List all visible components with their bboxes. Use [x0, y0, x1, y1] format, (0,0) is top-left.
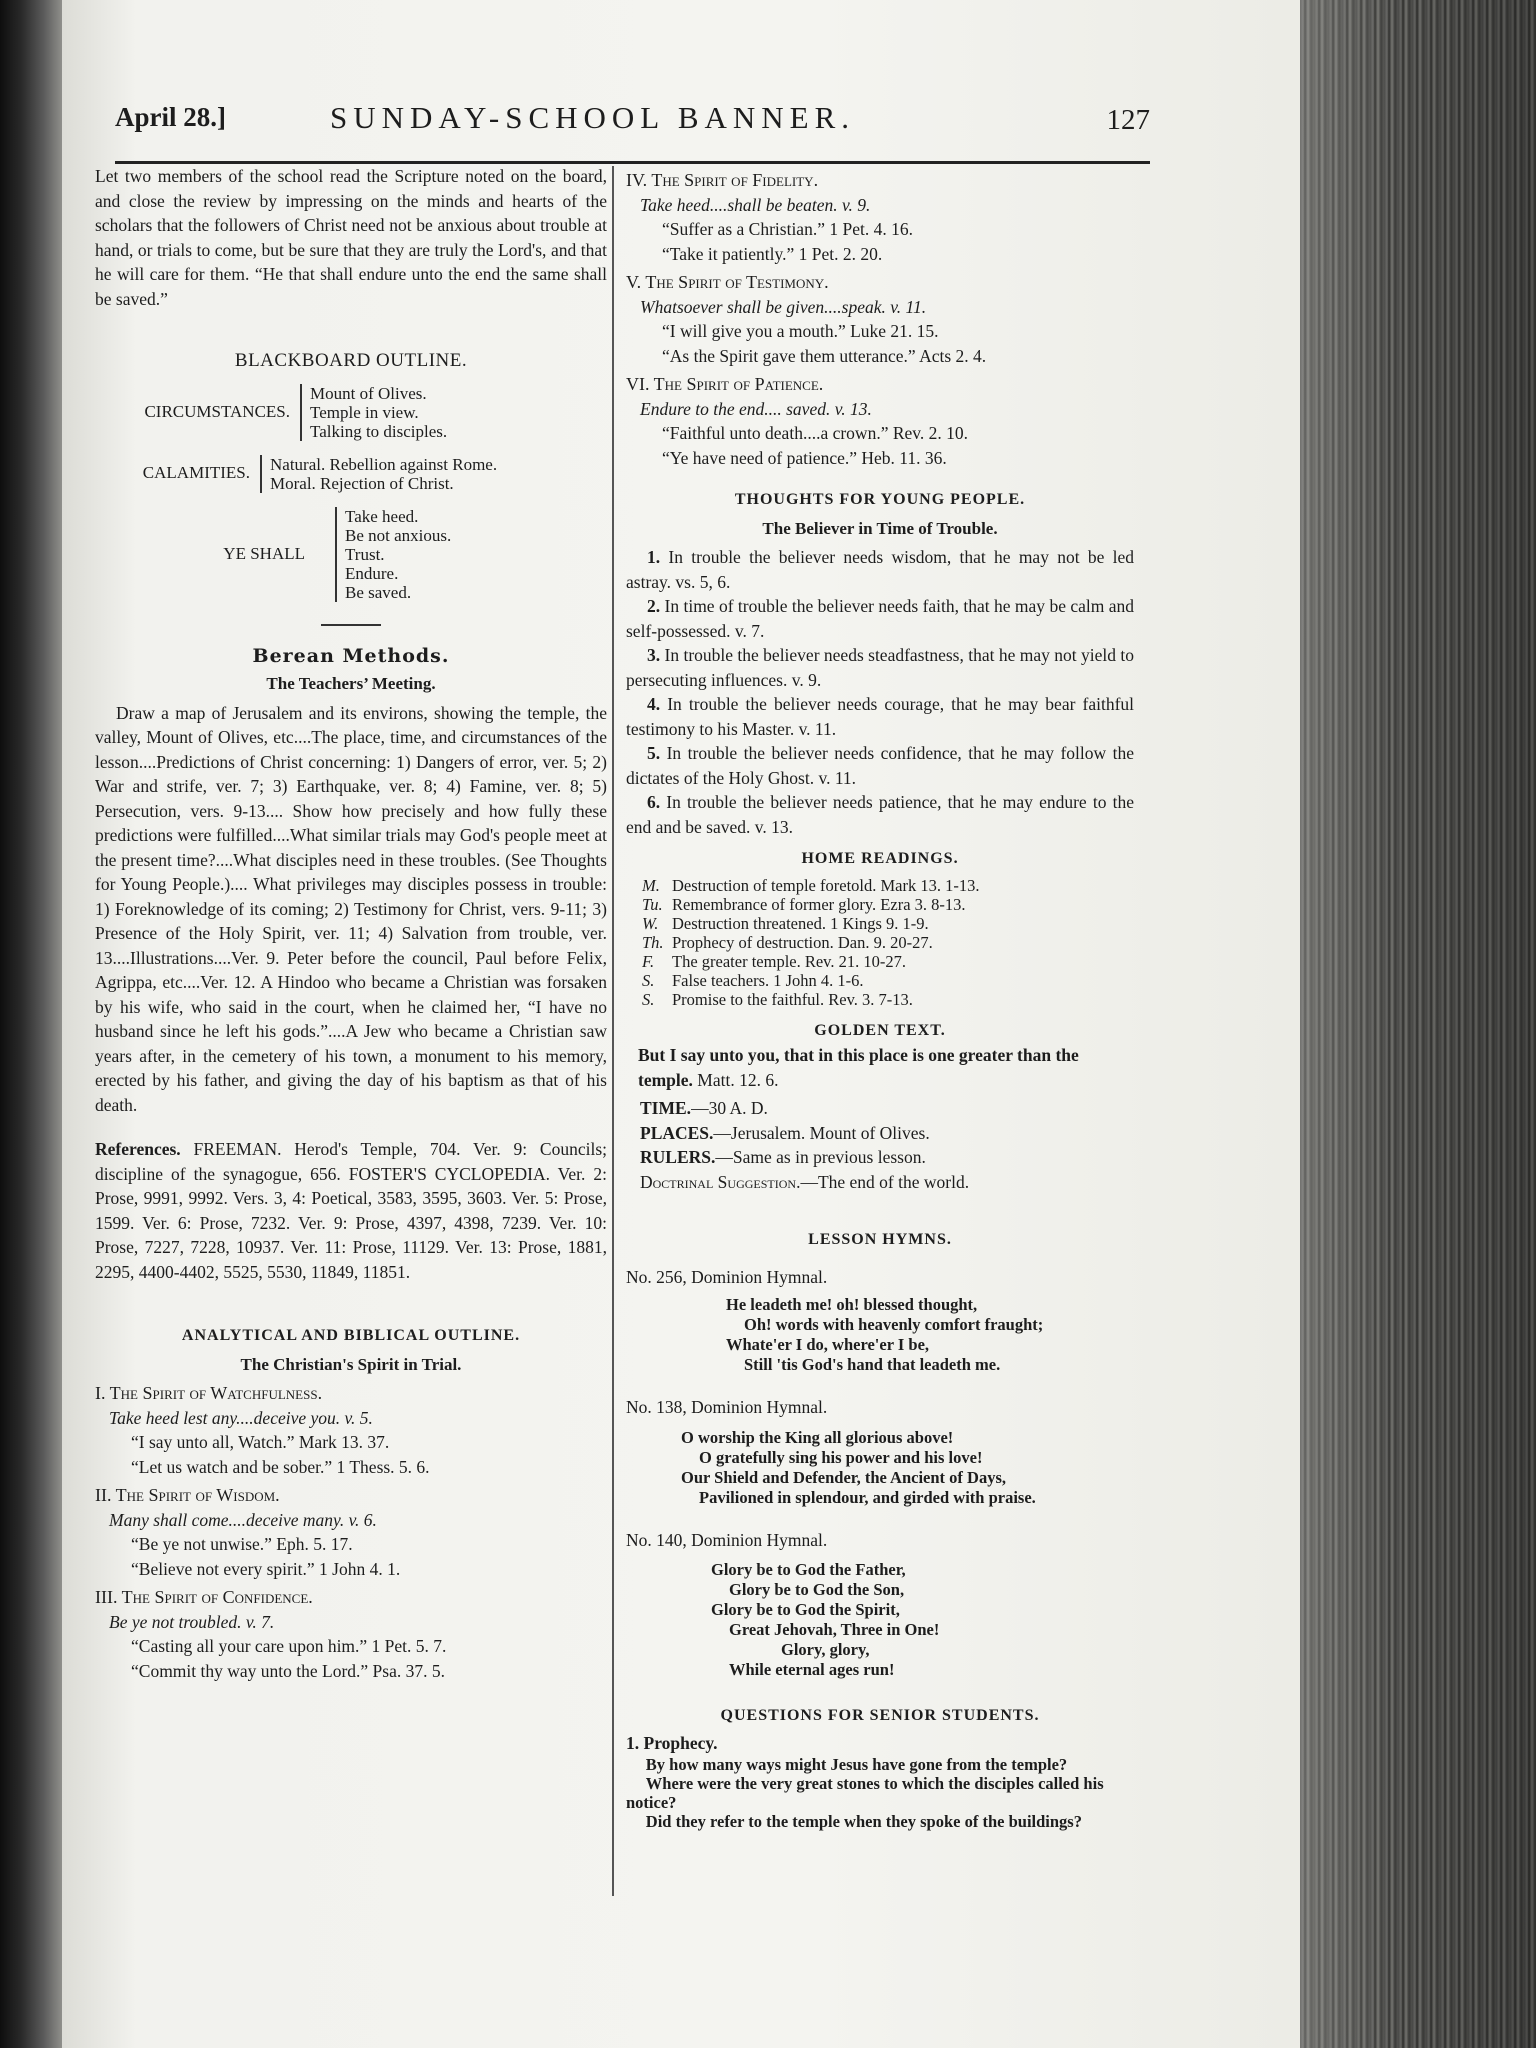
fact-text: —The end of the world. [800, 1171, 970, 1192]
hymn [626, 1528, 1134, 1681]
outline-quote: “Be ye not unwise.” Eph. 5. 17. [131, 1534, 353, 1554]
home-readings-list [626, 876, 1134, 1009]
reading-day: Tu. [642, 894, 663, 914]
outline-subtitle: The Christian's Spirit in Trial. [240, 1354, 462, 1374]
home-reading [626, 952, 1134, 971]
hymn-line: He leadeth me! oh! blessed thought, [726, 1295, 978, 1314]
blackboard-group [95, 455, 607, 493]
thought-item [626, 545, 1134, 594]
reading-day: W. [642, 913, 659, 933]
fact-text: —30 A. D. [691, 1098, 768, 1118]
home-reading [626, 990, 1134, 1009]
blackboard-group [95, 384, 607, 441]
fact-label: PLACES. [640, 1122, 714, 1143]
hymn-ref: No. 140, Dominion Hymnal. [626, 1529, 828, 1550]
references-label: References. [95, 1139, 181, 1159]
hymn-ref: No. 138, Dominion Hymnal. [626, 1397, 828, 1417]
questions-title: QUESTIONS FOR SENIOR STUDENTS. [720, 1707, 1040, 1724]
thought-text: In time of trouble the believer needs faith, that he may be calm and self-possessed. v. 7. [626, 596, 1134, 641]
outline-quote: “Suffer as a Christian.” 1 Pet. 4. 16. [662, 219, 913, 239]
blackboard-item: Moral. Rejection of Christ. [270, 473, 454, 493]
outline-quote: “Take it patiently.” 1 Pet. 2. 20. [662, 243, 883, 264]
fact-label: TIME. [640, 1098, 692, 1118]
hymn-line: Glory be to God the Father, [711, 1560, 906, 1579]
berean-subtitle: The Teachers’ Meeting. [266, 674, 436, 693]
blackboard-outline [95, 349, 607, 602]
thought-text: In trouble the believer needs patience, that he may endure to the end and be saved. v. 13. [626, 792, 1135, 837]
berean-title: Berean Methods. [252, 644, 450, 667]
outline-quote: “I will give you a mouth.” Luke 21. 15. [662, 321, 939, 341]
outline-quote: “Believe not every spirit.” 1 John 4. 1. [131, 1558, 401, 1579]
lesson-facts [626, 1096, 1134, 1194]
questions-section: 1. Prophecy. [626, 1732, 718, 1753]
golden-text [626, 1043, 1134, 1092]
blackboard-item: Be not anxious. [345, 525, 452, 545]
outline-section [626, 372, 1134, 470]
hymn-line: O gratefully sing his power and his love! [699, 1447, 983, 1467]
outline-heading: V. The Spirit of Testimony. [626, 272, 829, 292]
book-gutter-left [0, 0, 62, 2048]
reading-day: S. [642, 989, 655, 1009]
thought-number: 2. [647, 596, 661, 616]
book-page-edges [1300, 0, 1536, 2048]
blackboard-group [95, 507, 607, 602]
thought-item [626, 594, 1134, 643]
question: By how many ways might Jesus have gone from the temple? [645, 1755, 1068, 1774]
page-number: 127 [1106, 104, 1150, 136]
hymn-line: Pavilioned in splendour, and girded with praise. [699, 1487, 1036, 1507]
outline-quote: “Commit thy way unto the Lord.” Psa. 37. 5. [131, 1660, 445, 1681]
hymn-line: Our Shield and Defender, the Ancient of Days, [681, 1467, 1006, 1487]
thought-item [626, 741, 1134, 790]
outline-quote: “I say unto all, Watch.” Mark 13. 37. [131, 1432, 390, 1452]
golden-text-ref: Matt. 12. 6. [697, 1069, 779, 1090]
reading-text: Promise to the faithful. Rev. 3. 7-13. [672, 989, 913, 1009]
outline-text: Many shall come....deceive many. v. 6. [109, 1509, 377, 1530]
fact-row [640, 1170, 1134, 1195]
blackboard-item: Endure. [345, 563, 399, 583]
blackboard-label: CIRCUMSTANCES. [144, 401, 290, 421]
hymn-line: O worship the King all glorious above! [681, 1427, 954, 1447]
header-date: April 28.] [115, 102, 226, 132]
fact-row [640, 1121, 1134, 1146]
reading-text: Destruction of temple foretold. Mark 13. 1-13. [672, 875, 980, 895]
left-column [95, 164, 607, 1683]
hymn-verse [626, 1560, 1134, 1680]
intro-paragraph: Let two members of the school read the Scripture noted on the board, and close the review by impressing on the minds and hearts of the scholars that the followers of Christ need not be anxious about trouble at hand, or trials to come, but be sure that they are truly the Lord's, and that he will care for them. “He that shall endure unto the end the same shall be saved.” [95, 166, 607, 309]
question: Did they refer to the temple when they spoke of the buildings? [645, 1812, 1082, 1831]
outline-section [95, 1483, 607, 1581]
home-readings-title: HOME READINGS. [801, 850, 959, 867]
thought-item [626, 692, 1134, 741]
blackboard-item: Take heed. [345, 506, 419, 526]
outline-heading: III. The Spirit of Confidence. [95, 1587, 313, 1607]
outline-section [626, 270, 1134, 368]
outline-text: Take heed lest any....deceive you. v. 5. [109, 1407, 373, 1428]
hymn-line: Still 'tis God's hand that leadeth me. [744, 1355, 1001, 1374]
hymn-ref: No. 256, Dominion Hymnal. [626, 1266, 828, 1287]
outline-title: ANALYTICAL AND BIBLICAL OUTLINE. [181, 1327, 521, 1344]
blackboard-items [300, 384, 447, 441]
blackboard-item: Be saved. [345, 582, 412, 602]
blackboard-item: Natural. Rebellion against Rome. [270, 454, 498, 474]
blackboard-item: Talking to disciples. [310, 421, 448, 441]
fact-label: Doctrinal Suggestion. [640, 1171, 801, 1192]
blackboard-item: Trust. [345, 544, 385, 564]
blackboard-item: Temple in view. [310, 402, 419, 422]
outline-section [95, 1585, 607, 1683]
thought-text: In trouble the believer needs steadfastness, that he may not yield to persecuting influences. v. 9. [626, 645, 1134, 690]
home-reading [626, 933, 1134, 952]
fact-text: —Same as in previous lesson. [715, 1147, 926, 1167]
outline-section [95, 1381, 607, 1479]
reading-text: The greater temple. Rev. 21. 10-27. [672, 951, 906, 971]
reading-day: S. [642, 970, 655, 990]
reading-text: False teachers. 1 John 4. 1-6. [672, 970, 864, 990]
right-column [626, 164, 1134, 1831]
reading-text: Prophecy of destruction. Dan. 9. 20-27. [672, 932, 933, 952]
hymn [626, 1265, 1134, 1376]
outline-heading: I. The Spirit of Watchfulness. [95, 1383, 323, 1403]
outline-quote: “Casting all your care upon him.” 1 Pet. 5. 7. [131, 1636, 447, 1656]
header-title: SUNDAY-SCHOOL BANNER. [330, 100, 856, 135]
golden-text-title: GOLDEN TEXT. [814, 1021, 946, 1039]
blackboard-title: BLACKBOARD OUTLINE. [234, 350, 468, 371]
hymn-verse [626, 1295, 1134, 1375]
blackboard-item: Mount of Olives. [310, 383, 427, 403]
outline-quote: “Ye have need of patience.” Heb. 11. 36. [662, 447, 947, 468]
berean-body: Draw a map of Jerusalem and its environs, showing the temple, the valley, Mount of Olives, etc....The place, time, and circumstances of the lesson....Predictions of Christ concerning: 1) Dangers of error, ver. 5; 2) War and strife, ver. 7; 3) Earthquake, ver. 8; 4) Famine, ver. 8; 5) Persecution, vers. 9-13.... Show how precisely and how fully these predictions were fulfilled....What similar trials may God's people meet at the present time?....What disciples need in these troubles. (See Thoughts for Young People.).... What privileges may disciples possess in trouble: 1) Foreknowledge of its coming; 2) Testimony for Christ, vers. 9-11; 3) Presence of the Holy Spirit, ver. 11; 4) Salvation from trouble, ver. 13....Illustrations....Ver. 9. Peter before the council, Paul before Felix, Agrippa, etc....Ver. 12. A Hindoo who became a Christian was forsaken by his wife, who said in the court, when he claimed her, “I have no husband since he left his gods.”....A Jew who became a Christian saw years after, in the cemetery of his town, a monument to his memory, erected by his father, and giving the day of his baptism as that of his death. [95, 702, 607, 1115]
hymn-line: Oh! words with heavenly comfort fraught; [744, 1315, 1044, 1334]
thought-number: 3. [647, 645, 661, 665]
thought-text: In trouble the believer needs confidence, that he may follow the dictates of the Holy Ghost. v. 11. [626, 743, 1134, 788]
blackboard-items [260, 455, 497, 493]
fact-text: —Jerusalem. Mount of Olives. [713, 1122, 930, 1143]
home-reading [626, 971, 1134, 990]
thoughts-title: THOUGHTS FOR YOUNG PEOPLE. [734, 491, 1026, 508]
outline-section [626, 168, 1134, 266]
thought-text: In trouble the believer needs wisdom, that he may not be led astray. vs. 5, 6. [626, 547, 1135, 592]
hymn-line: While eternal ages run! [729, 1660, 895, 1679]
hymn-line: Glory, glory, [781, 1640, 870, 1659]
home-reading [626, 914, 1134, 933]
outline-heading: IV. The Spirit of Fidelity. [626, 170, 819, 190]
outline-quote: “Faithful unto death....a crown.” Rev. 2. 10. [662, 423, 969, 443]
golden-text-body: But I say unto you, that in this place is one greater than the temple. [638, 1045, 1079, 1090]
hymn-line: Whate'er I do, where'er I be, [726, 1335, 930, 1354]
home-reading [626, 876, 1134, 895]
fact-row [640, 1096, 1134, 1121]
hymn [626, 1395, 1134, 1508]
hymn-verse [626, 1428, 1134, 1508]
home-reading [626, 895, 1134, 914]
column-rule [612, 166, 614, 1896]
question: Where were the very great stones to which the disciples called his notice? [626, 1774, 1104, 1812]
blackboard-label: CALAMITIES. [142, 463, 250, 483]
thought-item [626, 643, 1134, 692]
outline-quote: “As the Spirit gave them utterance.” Acts 2. 4. [662, 345, 987, 366]
thought-number: 6. [647, 792, 661, 812]
hymn-line: Glory be to God the Son, [729, 1580, 905, 1599]
section-divider [321, 624, 381, 626]
outline-text: Whatsoever shall be given....speak. v. 11. [640, 296, 927, 317]
thought-number: 4. [647, 694, 661, 714]
hymn-line: Glory be to God the Spirit, [711, 1600, 900, 1619]
thought-number: 5. [647, 743, 661, 763]
outline-text: Endure to the end.... saved. v. 13. [640, 398, 872, 419]
outline-heading: VI. The Spirit of Patience. [626, 374, 824, 394]
outline-text: Take heed....shall be beaten. v. 9. [640, 194, 871, 215]
thought-number: 1. [647, 547, 661, 567]
reading-day: F. [642, 951, 655, 971]
thoughts-subtitle: The Believer in Time of Trouble. [762, 518, 998, 538]
lesson-hymns-title: LESSON HYMNS. [808, 1231, 952, 1248]
references-paragraph [95, 1137, 607, 1284]
outline-text: Be ye not troubled. v. 7. [109, 1611, 275, 1632]
fact-label: RULERS. [640, 1147, 716, 1167]
fact-row [640, 1145, 1134, 1170]
hymn-line: Great Jehovah, Three in One! [729, 1620, 940, 1639]
reading-text: Destruction threatened. 1 Kings 9. 1-9. [672, 913, 929, 933]
reading-day: M. [642, 875, 660, 895]
blackboard-items [335, 507, 451, 602]
blackboard-label: YE SHALL [223, 543, 305, 563]
thought-item [626, 790, 1134, 839]
outline-heading: II. The Spirit of Wisdom. [95, 1485, 280, 1505]
running-head [115, 96, 1150, 142]
reading-day: Th. [642, 932, 664, 952]
thought-text: In trouble the believer needs courage, that he may bear faithful testimony to his Master. v. 11. [626, 694, 1135, 739]
reading-text: Remembrance of former glory. Ezra 3. 8-13. [672, 894, 966, 914]
references-text: FREEMAN. Herod's Temple, 704. Ver. 9: Councils; discipline of the synagogue, 656. FOSTER'S CYCLOPEDIA. Ver. 2: Prose, 9991, 9992. Vers. 3, 4: Poetical, 3583, 3595, 3603. Ver. 5: Prose, 1599. Ver. 6: Prose, 7232. Ver. 9: Prose, 4397, 4398, 7239. Ver. 10: Prose, 7227, 7228, 10937. Ver. 11: Prose, 11129. Ver. 13: Prose, 1881, 2295, 4400-4402, 5525, 5530, 11849, 11851. [95, 1139, 608, 1282]
outline-quote: “Let us watch and be sober.” 1 Thess. 5. 6. [131, 1456, 430, 1477]
